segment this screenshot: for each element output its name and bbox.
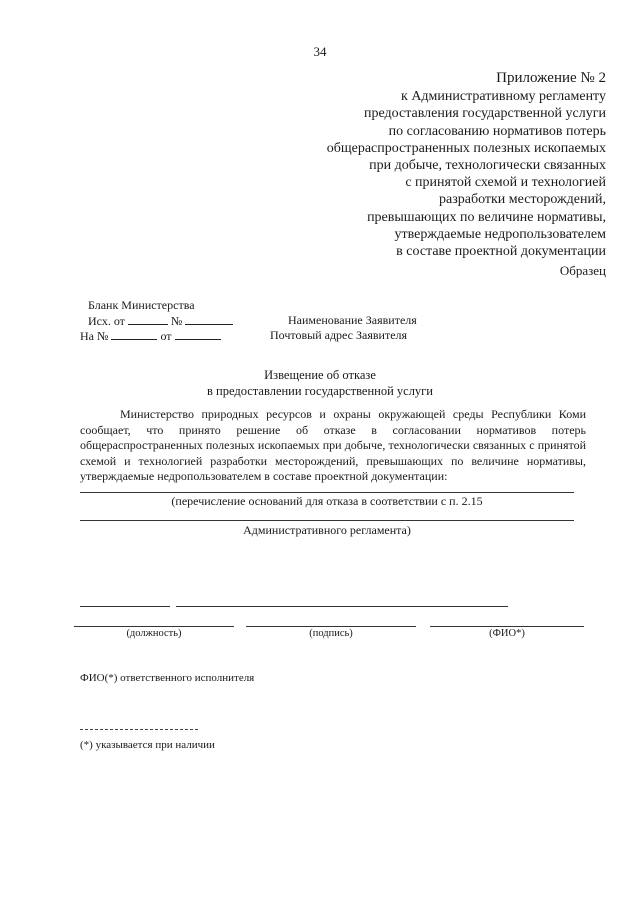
name-line bbox=[430, 626, 584, 627]
notice-body-first-line: Министерство природных ресурсов и охраны окружающей среды Республики Коми bbox=[120, 407, 586, 421]
reason-caption-1: (перечисление оснований для отказа в соответствии с п. 2.15 bbox=[171, 494, 483, 508]
reason-caption-2: Административного регламента) bbox=[243, 523, 411, 537]
appendix-line: утверждаемые недропользователем bbox=[394, 226, 606, 242]
reply-number-blank bbox=[111, 328, 157, 340]
reply-from-label: от bbox=[160, 329, 172, 343]
reply-no-label: На № bbox=[80, 329, 109, 343]
notice-body bbox=[80, 407, 586, 485]
signature-caption: (подпись) bbox=[309, 628, 353, 639]
appendix-line: по согласованию нормативов потерь bbox=[388, 123, 606, 139]
appendix-line: общераспространенных полезных ископаемых bbox=[326, 140, 606, 156]
appendix-line: к Административному регламенту bbox=[401, 89, 606, 105]
page-number: 34 bbox=[313, 44, 327, 59]
appendix-line: превышающих по величине нормативы, bbox=[367, 209, 606, 225]
signature-line bbox=[246, 626, 416, 627]
reply-date-blank bbox=[175, 328, 221, 340]
applicant-address-label: Почтовый адрес Заявителя bbox=[270, 328, 408, 342]
appendix-block bbox=[266, 70, 606, 260]
position-line bbox=[74, 626, 234, 627]
notice-body-text: сообщает, что принято решение об отказе в согласовании нормативов потерь общераспространенных полезных ископаемых при добыче, технологически связанных с принятой схемой и технологией разработки месторождений, превышающих по величине нормативы, утверждаемые недропользователем в составе проектной документации: bbox=[80, 422, 586, 483]
ministry-blank-label: Бланк Министерства bbox=[88, 298, 195, 312]
sample-label: Образец bbox=[559, 263, 606, 278]
appendix-line: в составе проектной документации bbox=[396, 244, 606, 260]
appendix-line: предоставления государственной услуги bbox=[364, 106, 606, 122]
footnote-divider bbox=[80, 729, 198, 730]
footnote-text: (*) указывается при наличии bbox=[80, 739, 215, 751]
reply-ref bbox=[80, 328, 221, 344]
reason-line-1 bbox=[80, 492, 574, 493]
reason-line-2 bbox=[80, 520, 574, 521]
extra-line-2 bbox=[176, 606, 508, 607]
executor-label: ФИО(*) ответственного исполнителя bbox=[80, 672, 255, 684]
appendix-line: разработки месторождений, bbox=[438, 192, 606, 208]
position-caption: (должность) bbox=[126, 628, 182, 639]
outgoing-no-label: № bbox=[170, 314, 183, 328]
applicant-name-label: Наименование Заявителя bbox=[288, 313, 417, 327]
outgoing-from-label: Исх. от bbox=[88, 314, 125, 328]
notice-title-line1: Извещение об отказе bbox=[264, 368, 376, 382]
outgoing-ref bbox=[88, 313, 233, 329]
outgoing-number-blank bbox=[185, 313, 233, 325]
appendix-line: с принятой схемой и технологией bbox=[405, 175, 606, 191]
notice-title-line2: в предоставлении государственной услуги bbox=[206, 384, 433, 398]
notice-title bbox=[0, 367, 640, 399]
outgoing-date-blank bbox=[128, 313, 168, 325]
appendix-title: Приложение № 2 bbox=[496, 70, 606, 86]
extra-line-1 bbox=[80, 606, 170, 607]
name-caption: (ФИО*) bbox=[489, 628, 525, 639]
appendix-line: при добыче, технологически связанных bbox=[369, 158, 606, 174]
